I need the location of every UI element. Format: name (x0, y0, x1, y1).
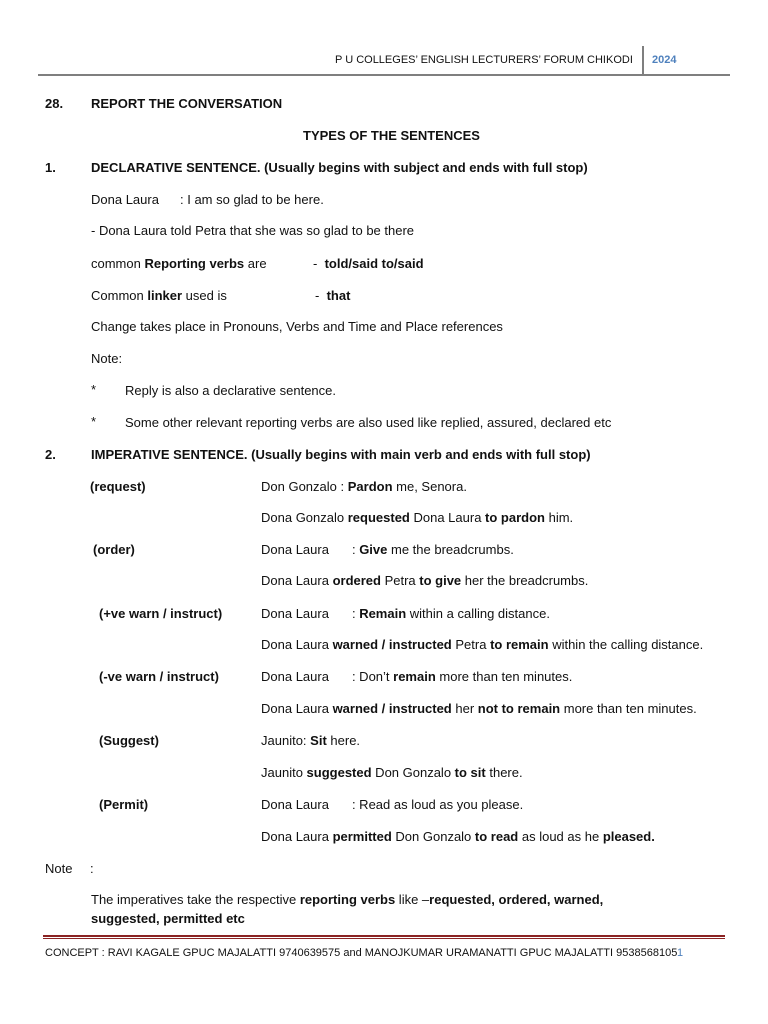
declarative-example-line: : I am so glad to be here. (180, 192, 324, 207)
footer-text: CONCEPT : RAVI KAGALE GPUC MAJALATTI 9740639575 and MANOJKUMAR URAMANATTI GPUC MAJALATTI 9538568105 (45, 947, 678, 959)
declarative-example-speaker: Dona Laura (91, 192, 159, 207)
report-suggest: Jaunito suggested Don Gonzalo to sit there. (261, 765, 523, 780)
type-label-negative-warn: (-ve warn / instruct) (99, 669, 219, 684)
footer-page-number: 1 (677, 947, 684, 959)
note-text-line1: The imperatives take the respective reporting verbs like –requested, ordered, warned, (91, 892, 604, 907)
question-number: 28. (45, 96, 64, 111)
reporting-verbs-value: - told/said to/said (313, 256, 424, 271)
example-request: Don Gonzalo : Pardon me, Senora. (261, 479, 467, 494)
declarative-number: 1. (45, 160, 56, 175)
type-label-request: (request) (90, 479, 146, 494)
type-label-permit: (Permit) (99, 797, 149, 812)
header-year: 2024 (652, 54, 677, 66)
reporting-verbs-label: common Reporting verbs are (91, 256, 267, 271)
note-colon: : (90, 861, 94, 876)
footer-rule-thin (43, 938, 725, 939)
linker-label: Common linker used is (91, 288, 227, 303)
note-text-line2: suggested, permitted etc (91, 911, 245, 926)
bullet-item: Some other relevant reporting verbs are also used like replied, assured, declared etc (125, 415, 612, 430)
section-subtitle: TYPES OF THE SENTENCES (303, 128, 480, 143)
example-permit: Dona Laura : Read as loud as you please. (261, 797, 524, 812)
type-label-order: (order) (93, 542, 135, 557)
note-heading: Note (45, 861, 73, 876)
example-suggest: Jaunito: Sit here. (261, 733, 361, 748)
header-rule (38, 74, 730, 76)
type-label-positive-warn: (+ve warn / instruct) (99, 606, 223, 621)
bullet-mark: * (91, 414, 97, 429)
report-permit: Dona Laura permitted Don Gonzalo to read as loud as he pleased. (261, 829, 655, 844)
imperative-heading: IMPERATIVE SENTENCE. (Usually begins with main verb and ends with full stop) (91, 447, 591, 462)
type-label-suggest: (Suggest) (99, 733, 159, 748)
report-order: Dona Laura ordered Petra to give her the breadcrumbs. (261, 573, 589, 588)
bullet-item: Reply is also a declarative sentence. (125, 383, 337, 398)
report-positive-warn: Dona Laura warned / instructed Petra to remain within the calling distance. (261, 637, 704, 652)
header-title: P U COLLEGES’ ENGLISH LECTURERS’ FORUM CHIKODI (335, 54, 633, 66)
question-title: REPORT THE CONVERSATION (91, 96, 283, 111)
footer-rule (43, 935, 725, 937)
report-negative-warn: Dona Laura warned / instructed her not to remain more than ten minutes. (261, 701, 697, 716)
example-positive-warn: Dona Laura : Remain within a calling distance. (261, 606, 550, 621)
example-order: Dona Laura : Give me the breadcrumbs. (261, 542, 514, 557)
note-label: Note: (91, 351, 123, 366)
linker-value: - that (315, 288, 351, 303)
example-negative-warn: Dona Laura : Don’t remain more than ten minutes. (261, 669, 573, 684)
header-separator (642, 46, 644, 76)
bullet-mark: * (91, 382, 97, 397)
change-text: Change takes place in Pronouns, Verbs and Time and Place references (91, 319, 503, 334)
imperative-number: 2. (45, 447, 56, 462)
declarative-example-report: - Dona Laura told Petra that she was so glad to be there (91, 223, 415, 238)
declarative-heading: DECLARATIVE SENTENCE. (Usually begins with subject and ends with full stop) (91, 160, 588, 175)
report-request: Dona Gonzalo requested Dona Laura to pardon him. (261, 510, 574, 525)
